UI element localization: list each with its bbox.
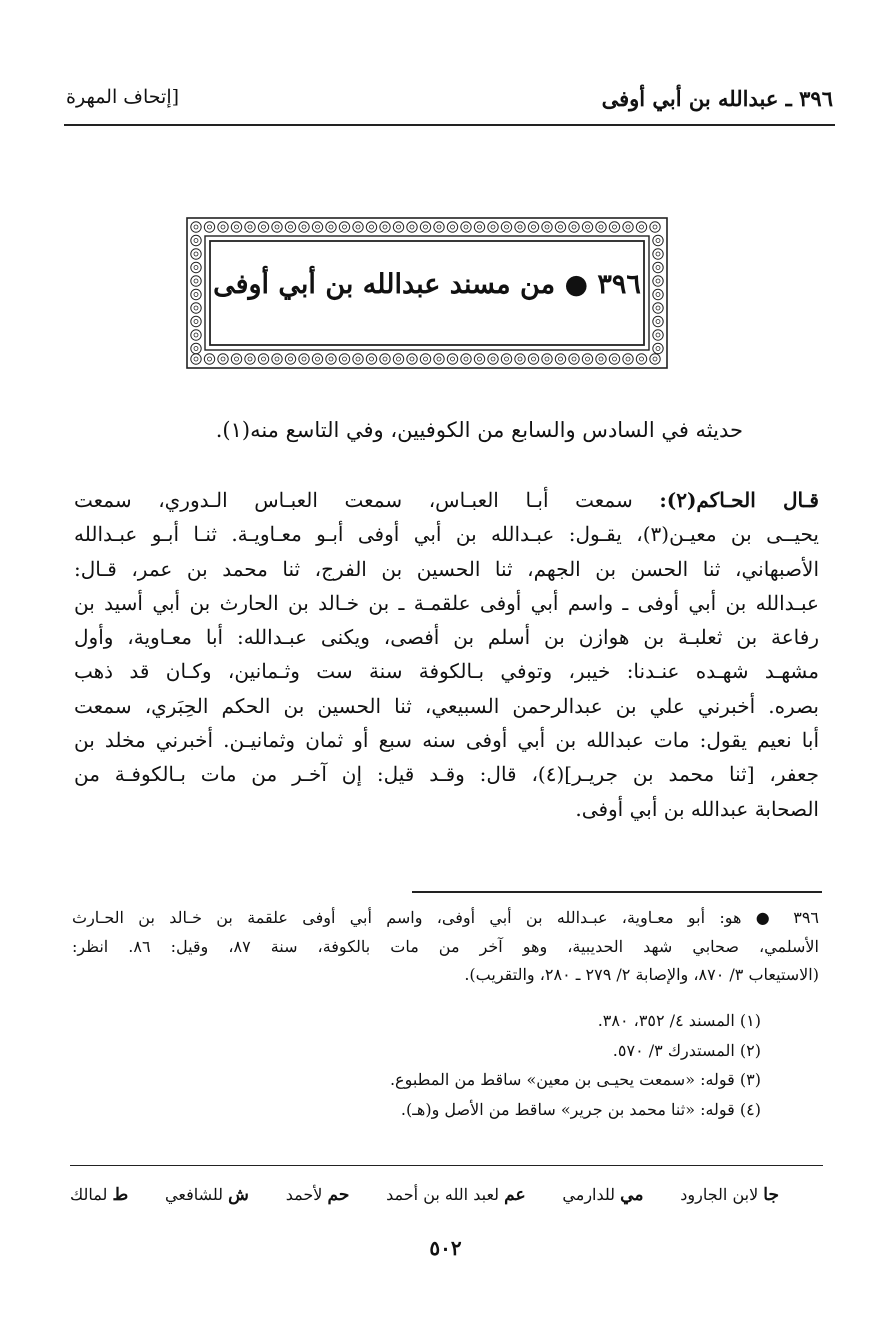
chapter-title: ٣٩٦ ● من مسند عبدالله بن أبي أوفى (213, 269, 641, 300)
abbreviation-code: حم (327, 1185, 350, 1205)
abbreviation-item (680, 1185, 779, 1215)
opening-keyword: قـال الحـاكم(٢): (659, 488, 819, 512)
footnote-line: (الاستيعاب ٣/ ٨٧٠، والإصابة ٢/ ٢٧٩ ـ ٢٨٠، والتقريب). (464, 965, 819, 984)
abbreviation-label: لمالك (70, 1185, 108, 1204)
body-line: رفاعة بن ثعلبـة بن هوازن بن أسلم بن أفصى، ويكنى عبـدالله: أبا معـاوية، وأول (74, 625, 819, 650)
footnote-main (72, 904, 819, 990)
abbreviation-label: لعبد الله بن أحمد (386, 1185, 500, 1204)
footnote-rule (412, 891, 822, 893)
abbreviation-label: للشافعي (165, 1185, 224, 1204)
abbreviation-code: ط (112, 1185, 129, 1205)
body-paragraph (74, 483, 819, 826)
footnote-line: الأسلمي، صحابي شهد الحديبية، وهو آخر من مات بالكوفة، سنة ٨٧، وقيل: ٨٦. انظر: (72, 936, 819, 956)
abbreviation-key (70, 1185, 779, 1215)
body-line: بصره. أخبرني علي بن عبدالرحمن السبيعي، ثنا الحسين بن الحكم الحِبَري، سمعت (74, 693, 819, 718)
footnote-list (390, 1006, 761, 1124)
footnote-item: (٣) قوله: «سمعت يحيـى بن معين» ساقط من المطبوع. (389, 1070, 761, 1090)
abbreviation-item (165, 1185, 249, 1215)
running-header-chapter: ٣٩٦ ـ عبدالله بن أبي أوفى (601, 86, 833, 111)
abbreviation-label: لابن الجارود (680, 1185, 759, 1204)
footnote-item: (٢) المستدرك ٣/ ٥٧٠. (612, 1040, 761, 1060)
abbreviation-label: لأحمد (285, 1185, 323, 1204)
body-line: الأصبهاني، ثنا الحسن بن الجهم، ثنا الحسين بن الفرج، ثنا محمد بن عمر، قـال: (74, 556, 819, 581)
body-line: عبـدالله بن أبي أوفى ـ واسم أبي أوفى علقمـة ـ بن خـالد بن الحارث بن أبي أسيد بن (74, 590, 819, 615)
body-line: يحيــى بن معيـن(٣)، يقـول: عبـدالله بن أبي أوفى أبـو معـاويـة. ثنـا أبـو عبـدالله (74, 522, 819, 547)
abbreviation-code: ش (228, 1185, 249, 1205)
body-line-text: سمعت أبـا العبـاس، سمعت العبـاس الـدوري، سمعت (74, 488, 660, 512)
abbreviation-item (562, 1185, 643, 1215)
intro-paragraph: حديثه في السادس والسابع من الكوفيين، وفي التاسع منه(١). (215, 418, 743, 442)
footnote-line: ٣٩٦ ● هو: أبو معـاوية، عبـدالله بن أبي أوفى، واسم أبي أوفى علقمة بن خـالد بن الحـارث (72, 908, 819, 927)
abbreviation-code: جا (763, 1185, 779, 1205)
header-rule (64, 124, 835, 126)
body-line (74, 483, 819, 517)
footnote-item: (٤) قوله: «ثنا محمد بن جرير» ساقط من الأصل و(هـ). (400, 1099, 761, 1119)
abbreviation-item (386, 1185, 525, 1215)
abbreviation-code: مي (620, 1185, 644, 1205)
running-header-book-title: [إتحاف المهرة (66, 86, 180, 108)
running-header (66, 86, 833, 120)
symbols-rule (70, 1165, 823, 1166)
page-number: ٥٠٢ (429, 1236, 462, 1260)
body-line: الصحابة عبدالله بن أبي أوفى. (575, 796, 819, 821)
abbreviation-label: للدارمي (562, 1185, 616, 1204)
abbreviation-item (286, 1185, 350, 1215)
body-line: مشهـد شهـده عنـدنا: خيبر، وتوفي بـالكوفة سنة ست وثـمانين، وكـان قد ذهب (74, 659, 819, 684)
chapter-title-frame (186, 217, 668, 369)
body-line: جعفر، [ثنا محمد بن جريـر](٤)، قال: وقـد قيل: إن آخـر من مات بـالكوفـة من (74, 762, 819, 787)
body-line: أبا نعيم يقول: مات عبدالله بن أبي أوفى سنه سبع أو ثمان وثمانيـن. أخبرني مخلد بن (74, 728, 819, 753)
abbreviation-item (70, 1185, 128, 1215)
abbreviation-code: عم (504, 1185, 526, 1205)
footnote-item: (١) المسند ٤/ ٣٥٢، ٣٨٠. (597, 1011, 761, 1030)
